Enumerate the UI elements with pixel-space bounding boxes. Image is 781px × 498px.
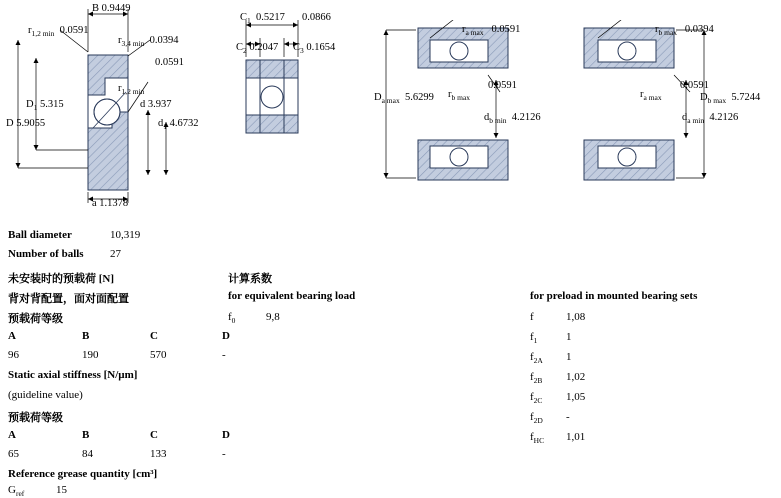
dim-rb-max-3-val: 0.0591 <box>488 80 517 91</box>
dim-a: a 1.1378 <box>92 198 129 209</box>
preload-set-symbol-2: $f_{2A}$ <box>530 351 543 366</box>
dim-r12min-inner-val: 0.0591 <box>155 57 184 68</box>
preload-header-b: B <box>82 330 90 342</box>
stiffness-value-d: - <box>222 448 226 460</box>
dim-rb-max-3: $r_{b max}$ <box>448 89 471 103</box>
preload-set-symbol-4: $f_{2C}$ <box>530 391 543 406</box>
dim-da-min: $d_{a min}$ 4.2126 <box>682 112 739 126</box>
preload-set-value-0: 1,08 <box>566 311 586 323</box>
dim-B: B 0.9449 <box>92 3 131 14</box>
preload-set-symbol-1: $f_1$ <box>530 331 538 346</box>
stiffness-header-b: B <box>82 429 90 441</box>
dim-d1: $d_1$ 4.6732 <box>158 118 199 132</box>
preload-set-symbol-6: $f_{HC}$ <box>530 431 545 446</box>
preload-sets-title: for preload in mounted bearing sets <box>530 290 698 302</box>
calc-f0-value: 9,8 <box>266 311 280 323</box>
preload-value-c: 570 <box>150 349 167 361</box>
ball-diameter-label: Ball diameter <box>8 229 72 241</box>
dim-D: D 5.9055 <box>6 118 46 129</box>
preload-set-symbol-3: $f_{2B}$ <box>530 371 543 386</box>
preload-set-value-2: 1 <box>566 351 572 363</box>
preload-value-d: - <box>222 349 226 361</box>
preload-grade-label: 预载荷等级 <box>8 313 63 325</box>
stiffness-header-d: D <box>222 429 230 441</box>
preload-header-d: D <box>222 330 230 342</box>
stiffness-header-a: A <box>8 429 16 441</box>
stiffness-value-a: 65 <box>8 448 19 460</box>
dim-ra-max-4: $r_{a max}$ <box>640 89 662 103</box>
dim-d: d 3.937 <box>140 99 172 110</box>
preload-header-a: A <box>8 330 16 342</box>
preload-title: 未安装时的预载荷 [N] <box>8 273 115 285</box>
preload-set-value-5: - <box>566 411 570 423</box>
ball-diameter-value: 10,319 <box>110 229 141 241</box>
dim-ra-max-4-val: 0.0591 <box>680 80 709 91</box>
grease-title: Reference grease quantity [cm³] <box>8 468 158 480</box>
dim-Db-max: $D_{b max}$ 5.7244 <box>700 92 761 106</box>
grease-symbol: $G_{ref}$ <box>8 484 25 498</box>
dim-db-min: $d_{b min}$ 4.2126 <box>484 112 541 126</box>
stiffness-note: (guideline value) <box>8 389 83 401</box>
calc-subtitle: for equivalent bearing load <box>228 290 356 302</box>
stiffness-grade-label: 预载荷等级 <box>8 412 63 424</box>
preload-set-symbol-5: $f_{2D}$ <box>530 411 543 426</box>
preload-set-value-1: 1 <box>566 331 572 343</box>
preload-value-b: 190 <box>82 349 99 361</box>
preload-set-value-3: 1,02 <box>566 371 586 383</box>
drawing-abutment-b <box>568 20 718 185</box>
dim-r34min: $r_{3,4 min}$ 0.0394 <box>118 35 179 49</box>
dim-C3: $C_3$ 0.1654 <box>293 42 336 56</box>
preload-set-value-6: 1,01 <box>566 431 586 443</box>
dim-r12min: $r_{1,2 min}$ 0.0591 <box>28 25 89 39</box>
preload-value-a: 96 <box>8 349 19 361</box>
dim-D1: $D_1$ 5.315 <box>26 99 64 113</box>
dim-ra-max-3: $r_{a max}$ 0.0591 <box>462 24 521 38</box>
dim-C1: $C_1$ 0.5217 <box>240 12 285 26</box>
stiffness-value-b: 84 <box>82 448 93 460</box>
grease-value: 15 <box>56 484 67 496</box>
stiffness-title: Static axial stiffness [N/µm] <box>8 369 138 381</box>
dim-C2: $C_2$ 0.2047 <box>236 42 279 56</box>
number-of-balls-label: Number of balls <box>8 248 84 260</box>
dim-rb-max-4: $r_{b max}$ 0.0394 <box>655 24 714 38</box>
preload-header-c: C <box>150 330 158 342</box>
stiffness-header-c: C <box>150 429 158 441</box>
stiffness-value-c: 133 <box>150 448 167 460</box>
preload-set-value-4: 1,05 <box>566 391 586 403</box>
calc-f0-symbol: $f_0$ <box>228 311 236 326</box>
dim-r12min-inner: $r_{1,2 min}$ <box>118 83 145 97</box>
dim-C1-b: 0.0866 <box>302 12 331 23</box>
preload-set-symbol-0: f <box>530 311 534 323</box>
preload-subtitle: 背对背配置，面对面配置 <box>8 293 129 305</box>
dim-Da-max: $D_{a max}$ 5.6299 <box>374 92 434 106</box>
number-of-balls-value: 27 <box>110 248 121 260</box>
calc-title: 计算系数 <box>228 273 272 285</box>
